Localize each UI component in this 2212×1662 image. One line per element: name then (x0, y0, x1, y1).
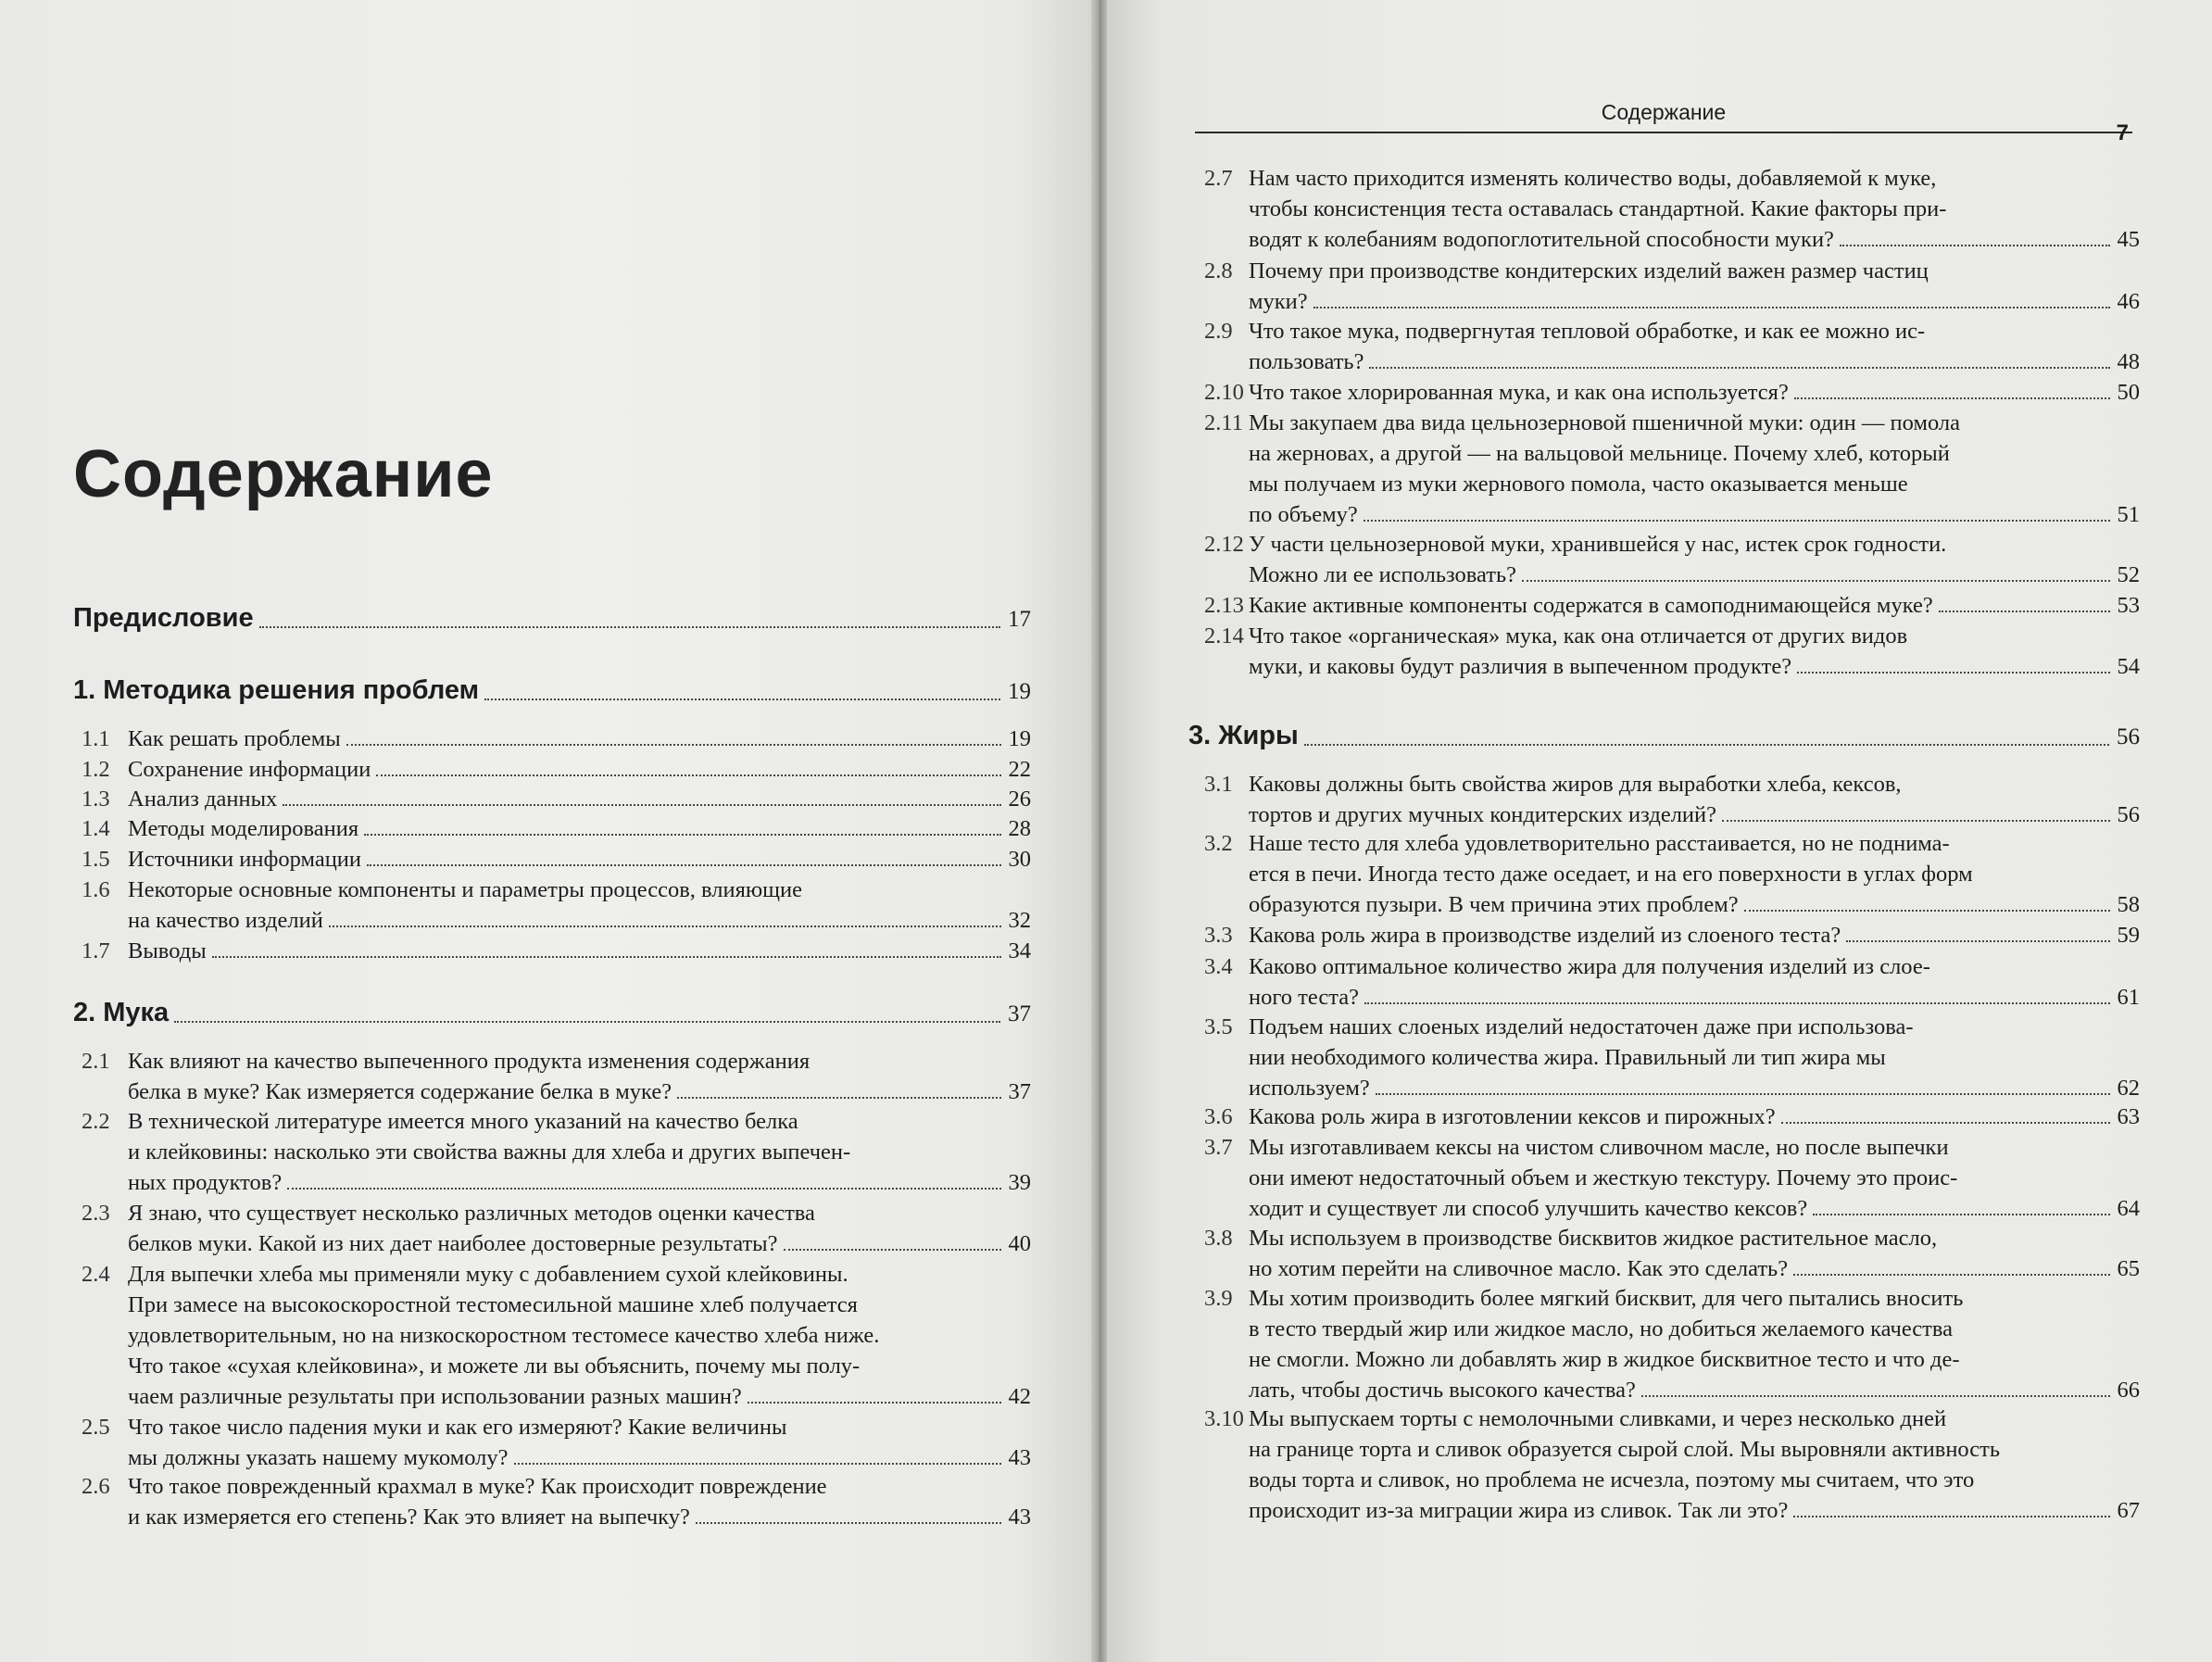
toc-entry (1204, 951, 2140, 1013)
toc-entry-text-line: на качество изделий (128, 908, 323, 933)
toc-entry (1204, 1404, 2140, 1526)
toc-entry-number: 1.3 (82, 787, 110, 812)
toc-entry-number: 2.10 (1204, 380, 1244, 405)
toc-entry-number: 2.3 (82, 1201, 110, 1226)
toc-entry-text-line: Мы изготавливаем кексы на чистом сливочном масле, но после выпечки (1249, 1135, 1949, 1160)
toc-entry-text-line: Анализ данных (128, 787, 278, 812)
toc-page-number: 45 (2117, 227, 2140, 252)
toc-entry-number: 2.12 (1204, 532, 1244, 557)
toc-page-number: 56 (2117, 802, 2140, 827)
toc-section-heading (73, 996, 1031, 1031)
toc-entry (82, 844, 1031, 875)
toc-page-number: 50 (2117, 380, 2140, 405)
dot-leader (1364, 520, 2110, 522)
toc-entry (1204, 256, 2140, 317)
toc-entry (82, 936, 1031, 966)
toc-entry-text-line: Нам часто приходится изменять количество воды, добавляемой к муке, (1249, 166, 1937, 191)
toc-page-number: 56 (2117, 724, 2140, 749)
toc-page-number: 40 (1008, 1231, 1031, 1256)
dot-leader (1641, 1395, 2110, 1397)
dot-leader (514, 1463, 1001, 1465)
toc-entry-number: 3.4 (1204, 954, 1233, 979)
toc-entry-text-line: Что такое поврежденный крахмал в муке? Как происходит повреждение (128, 1474, 827, 1499)
toc-page-number: 28 (1008, 816, 1031, 841)
toc-page-number: 64 (2117, 1196, 2140, 1221)
toc-heading-text: Предисловие (73, 603, 254, 633)
dot-leader (784, 1249, 1001, 1251)
toc-page-number: 37 (1008, 1079, 1031, 1104)
toc-entry-text-line: чтобы консистенция теста оставалась стандартной. Какие факторы при- (1249, 196, 1947, 221)
toc-entry (82, 875, 1031, 936)
toc-entry-text-line: образуются пузыри. В чем причина этих проблем? (1249, 892, 1739, 917)
toc-entry-number: 3.5 (1204, 1014, 1233, 1039)
dot-leader (696, 1522, 1001, 1524)
toc-entry-number: 2.9 (1204, 319, 1233, 344)
toc-entry-number: 2.1 (82, 1049, 110, 1074)
dot-leader (1313, 307, 2110, 308)
toc-entry (1204, 377, 2140, 408)
toc-entry (82, 754, 1031, 785)
toc-entry-text-line: Как решать проблемы (128, 726, 341, 751)
toc-entry-text-line: чаем различные результаты при использовании разных машин? (128, 1384, 742, 1409)
toc-entry-text-line: пользовать? (1249, 349, 1364, 374)
dot-leader (329, 925, 1001, 927)
toc-entry-text-line: Наше тесто для хлеба удовлетворительно расстаивается, но не поднима- (1249, 831, 1950, 856)
toc-entry-text-line: происходит из-за миграции жира из сливок. Так ли это? (1249, 1498, 1789, 1523)
toc-entry-text-line: Что такое «органическая» мука, как она отличается от других видов (1249, 623, 1908, 648)
dot-leader (1522, 580, 2109, 582)
toc-entry (82, 724, 1031, 754)
toc-entry-text-line: ется в печи. Иногда тесто даже оседает, и на его поверхности в углах форм (1249, 862, 1973, 887)
toc-page-number: 32 (1008, 908, 1031, 933)
toc-entry-number: 2.7 (1204, 166, 1233, 191)
dot-leader (174, 1021, 1000, 1023)
toc-page-number: 39 (1008, 1170, 1031, 1195)
toc-entry-text-line: У части цельнозерновой муки, хранившейся у нас, истек срок годности. (1249, 532, 1947, 557)
book-gutter (1091, 0, 1107, 1662)
dot-leader (287, 1188, 1000, 1190)
toc-page-number: 17 (1008, 607, 1031, 632)
toc-heading-text: 3. Жиры (1188, 721, 1299, 750)
toc-entry-text-line: по объему? (1249, 502, 1358, 527)
running-head-title: Содержание (1601, 100, 1727, 124)
dot-leader (259, 626, 1000, 628)
toc-entry-text-line: Выводы (128, 938, 207, 963)
toc-entry-number: 1.4 (82, 816, 110, 841)
toc-entry (1204, 408, 2140, 530)
toc-entry-text-line: Каковы должны быть свойства жиров для выработки хлеба, кексов, (1249, 772, 1902, 797)
toc-page-number: 59 (2117, 923, 2140, 948)
toc-page-number: 22 (1008, 757, 1031, 782)
dot-leader (1813, 1214, 2109, 1215)
toc-entry-text-line: ного теста? (1249, 985, 1359, 1010)
toc-entry (1204, 621, 2140, 682)
dot-leader (1797, 672, 2109, 674)
toc-entry (1204, 1102, 2140, 1132)
toc-page-number: 43 (1008, 1505, 1031, 1530)
dot-leader (1840, 245, 2110, 246)
toc-page-number: 42 (1008, 1384, 1031, 1409)
toc-page-number: 66 (2117, 1378, 2140, 1403)
toc-entry-text-line: Какова роль жира в изготовлении кексов и пирожных? (1249, 1104, 1776, 1129)
toc-entry-text-line: Можно ли ее использовать? (1249, 562, 1517, 587)
dot-leader (1376, 1093, 2110, 1095)
toc-entry-text-line: но хотим перейти на сливочное масло. Как это сделать? (1249, 1256, 1789, 1281)
toc-heading-text: 2. Мука (73, 998, 170, 1027)
dot-leader (1722, 820, 2109, 822)
dot-leader (376, 774, 1000, 776)
toc-entry (1204, 1223, 2140, 1284)
toc-entry-text-line: и как измеряется его степень? Как это влияет на выпечку? (128, 1505, 690, 1530)
toc-page-number: 61 (2117, 985, 2140, 1010)
toc-entry-number: 2.4 (82, 1262, 110, 1287)
toc-entry-number: 1.6 (82, 877, 110, 902)
toc-entry (1204, 1283, 2140, 1405)
toc-entry (82, 813, 1031, 844)
toc-entry-text-line: нии необходимого количества жира. Правильный ли тип жира мы (1249, 1045, 1886, 1070)
toc-entry-number: 2.13 (1204, 593, 1244, 618)
dot-leader (367, 864, 1000, 866)
toc-entry (82, 1259, 1031, 1412)
toc-entry (82, 1471, 1031, 1532)
toc-entry-text-line: водят к колебаниям водопоглотительной способности муки? (1249, 227, 1834, 252)
toc-entry-number: 3.7 (1204, 1135, 1233, 1160)
toc-entry-text-line: используем? (1249, 1076, 1370, 1101)
toc-page-number: 65 (2117, 1256, 2140, 1281)
dot-leader (484, 699, 1000, 700)
toc-entry-number: 3.9 (1204, 1286, 1233, 1311)
toc-entry-text-line: муки? (1249, 289, 1308, 314)
toc-page-number: 37 (1008, 1001, 1031, 1026)
toc-entry-text-line: Мы хотим производить более мягкий бисквит, для чего пытались вносить (1249, 1286, 1964, 1311)
toc-page-number: 19 (1008, 679, 1031, 704)
toc-page-number: 52 (2117, 562, 2140, 587)
toc-entry-number: 2.5 (82, 1415, 110, 1440)
toc-entry-text-line: Источники информации (128, 847, 362, 872)
toc-entry-text-line: мы получаем из муки жернового помола, часто оказывается меньше (1249, 472, 1908, 497)
toc-entry-text-line: В технической литературе имеется много указаний на качество белка (128, 1109, 798, 1134)
toc-entry-text-line: Что такое мука, подвергнутая тепловой обработке, и как ее можно ис- (1249, 319, 1926, 344)
dot-leader (1781, 1122, 2110, 1124)
toc-entry (82, 1412, 1031, 1473)
toc-entry-text-line: Для выпечки хлеба мы применяли муку с добавлением сухой клейковины. (128, 1262, 848, 1287)
dot-leader (1793, 1516, 2109, 1517)
toc-entry-text-line: белка в муке? Как измеряется содержание белка в муке? (128, 1079, 672, 1104)
toc-heading-text: 1. Методика решения проблем (73, 675, 480, 705)
toc-entry-text-line: Какие активные компоненты содержатся в самоподнимающейся муке? (1249, 593, 1933, 618)
toc-entry-text-line: тортов и других мучных кондитерских изделий? (1249, 802, 1717, 827)
dot-leader (346, 744, 1001, 746)
toc-entry-text-line: Какова роль жира в производстве изделий из слоеного теста? (1249, 923, 1841, 948)
toc-entry-text-line: не смогли. Можно ли добавлять жир в жидкое бисквитное тесто и что де- (1249, 1347, 1960, 1372)
toc-entry-text-line: лать, чтобы достичь высокого качества? (1249, 1378, 1636, 1403)
dot-leader (1744, 910, 2110, 912)
dot-leader (1364, 1002, 2110, 1004)
toc-entry-text-line: муки, и каковы будут различия в выпеченном продукте? (1249, 654, 1792, 679)
toc-entry-text-line: мы должны указать нашему мукомолу? (128, 1445, 509, 1470)
toc-section-heading (73, 601, 1031, 636)
toc-entry-text-line: на границе торта и сливок образуется сырой слой. Мы выровняли активность (1249, 1437, 2001, 1462)
toc-entry (82, 1046, 1031, 1107)
toc-page-number: 58 (2117, 892, 2140, 917)
toc-page-number: 46 (2117, 289, 2140, 314)
toc-page-number: 19 (1008, 726, 1031, 751)
toc-page-number: 62 (2117, 1076, 2140, 1101)
toc-entry-text-line: ходит и существует ли способ улучшить качество кексов? (1249, 1196, 1808, 1221)
toc-entry-number: 2.8 (1204, 258, 1233, 283)
toc-entry-number: 2.6 (82, 1474, 110, 1499)
toc-page-number: 43 (1008, 1445, 1031, 1470)
toc-page-number: 63 (2117, 1104, 2140, 1129)
toc-entry-number: 3.1 (1204, 772, 1233, 797)
dot-leader (1794, 397, 2110, 399)
dot-leader (364, 834, 1000, 836)
dot-leader (283, 804, 1000, 806)
toc-section-heading (73, 674, 1031, 709)
dot-leader (1304, 744, 2109, 746)
toc-page-number: 53 (2117, 593, 2140, 618)
toc-entry-text-line: Мы выпускаем торты с немолочными сливками, и через несколько дней (1249, 1406, 1947, 1431)
toc-entry-text-line: воды торта и сливок, но проблема не исчезла, поэтому мы считаем, что это (1249, 1467, 1975, 1492)
toc-entry-number: 3.6 (1204, 1104, 1233, 1129)
dot-leader (1369, 367, 2109, 369)
toc-page-number: 26 (1008, 787, 1031, 812)
toc-entry-text-line: удовлетворительным, но на низкоскоростном тестомесе качество хлеба ниже. (128, 1323, 880, 1348)
toc-entry-number: 1.7 (82, 938, 110, 963)
toc-entry-number: 1.2 (82, 757, 110, 782)
dot-leader (1793, 1274, 2109, 1276)
toc-entry-number: 3.2 (1204, 831, 1233, 856)
toc-entry-text-line: белков муки. Какой из них дает наиболее достоверные результаты? (128, 1231, 778, 1256)
toc-entry (1204, 769, 2140, 830)
toc-entry (1204, 920, 2140, 951)
toc-entry-text-line: Некоторые основные компоненты и параметры процессов, влияющие (128, 877, 803, 902)
toc-entry-text-line: Сохранение информации (128, 757, 371, 782)
toc-entry-number: 2.14 (1204, 623, 1244, 648)
toc-entry-text-line: Что такое число падения муки и как его измеряют? Какие величины (128, 1415, 787, 1440)
toc-entry-text-line: Я знаю, что существует несколько различных методов оценки качества (128, 1201, 815, 1226)
toc-entry (1204, 529, 2140, 590)
toc-entry-text-line: в тесто твердый жир или жидкое масло, но добиться желаемого качества (1249, 1316, 1954, 1341)
toc-entry (82, 1106, 1031, 1198)
toc-entry-number: 2.11 (1204, 410, 1243, 435)
toc-entry-text-line: и клейковины: насколько эти свойства важны для хлеба и других выпечен- (128, 1139, 851, 1165)
toc-entry-number: 1.1 (82, 726, 110, 751)
toc-entry-number: 3.3 (1204, 923, 1233, 948)
toc-entry (1204, 590, 2140, 621)
toc-page-number: 54 (2117, 654, 2140, 679)
toc-entry-text-line: ных продуктов? (128, 1170, 283, 1195)
toc-entry (1204, 1012, 2140, 1103)
toc-entry (1204, 828, 2140, 920)
toc-entry-text-line: Что такое «сухая клейковина», и можете ли вы объяснить, почему мы полу- (128, 1354, 861, 1379)
toc-entry (1204, 1132, 2140, 1224)
toc-page-number: 51 (2117, 502, 2140, 527)
toc-entry-text-line: на жерновах, а другой — на вальцовой мельнице. Почему хлеб, который (1249, 441, 1950, 466)
toc-entry-text-line: Методы моделирования (128, 816, 359, 841)
toc-entry (82, 784, 1031, 814)
toc-entry-text-line: Что такое хлорированная мука, и как она используется? (1249, 380, 1789, 405)
toc-page-number: 48 (2117, 349, 2140, 374)
dot-leader (212, 956, 1001, 958)
dot-leader (1939, 611, 2110, 612)
toc-entry-text-line: Мы используем в производстве бисквитов жидкое растительное масло, (1249, 1226, 1938, 1251)
toc-entry (1204, 163, 2140, 255)
toc-entry-text-line: Подъем наших слоеных изделий недостаточен даже при использова- (1249, 1014, 1914, 1039)
toc-entry-text-line: Как влияют на качество выпеченного продукта изменения содержания (128, 1049, 811, 1074)
dot-leader (677, 1097, 1000, 1099)
toc-page-number: 34 (1008, 938, 1031, 963)
toc-entry-text-line: При замесе на высокоскоростной тестомесильной машине хлеб получается (128, 1292, 858, 1317)
toc-entry-text-line: Мы закупаем два вида цельнозерновой пшеничной муки: один — помола (1249, 410, 1960, 435)
toc-entry-text-line: Каково оптимальное количество жира для получения изделий из слое- (1249, 954, 1930, 979)
toc-page-number: 30 (1008, 847, 1031, 872)
toc-entry-number: 3.8 (1204, 1226, 1233, 1251)
toc-entry-number: 3.10 (1204, 1406, 1244, 1431)
toc-title: Содержание (73, 437, 494, 511)
dot-leader (748, 1402, 1001, 1404)
toc-entry (82, 1198, 1031, 1259)
toc-entry-number: 2.2 (82, 1109, 110, 1134)
toc-entry-number: 1.5 (82, 847, 110, 872)
toc-entry (1204, 316, 2140, 377)
toc-section-heading (1188, 719, 2140, 754)
toc-entry-text-line: Почему при производстве кондитерских изделий важен размер частиц (1249, 258, 1929, 283)
toc-page-number: 67 (2117, 1498, 2140, 1523)
toc-entry-text-line: они имеют недостаточный объем и жесткую текстуру. Почему это проис- (1249, 1165, 1958, 1190)
dot-leader (1846, 940, 2109, 942)
running-header (1195, 98, 2132, 145)
page-number: 7 (2116, 120, 2129, 145)
